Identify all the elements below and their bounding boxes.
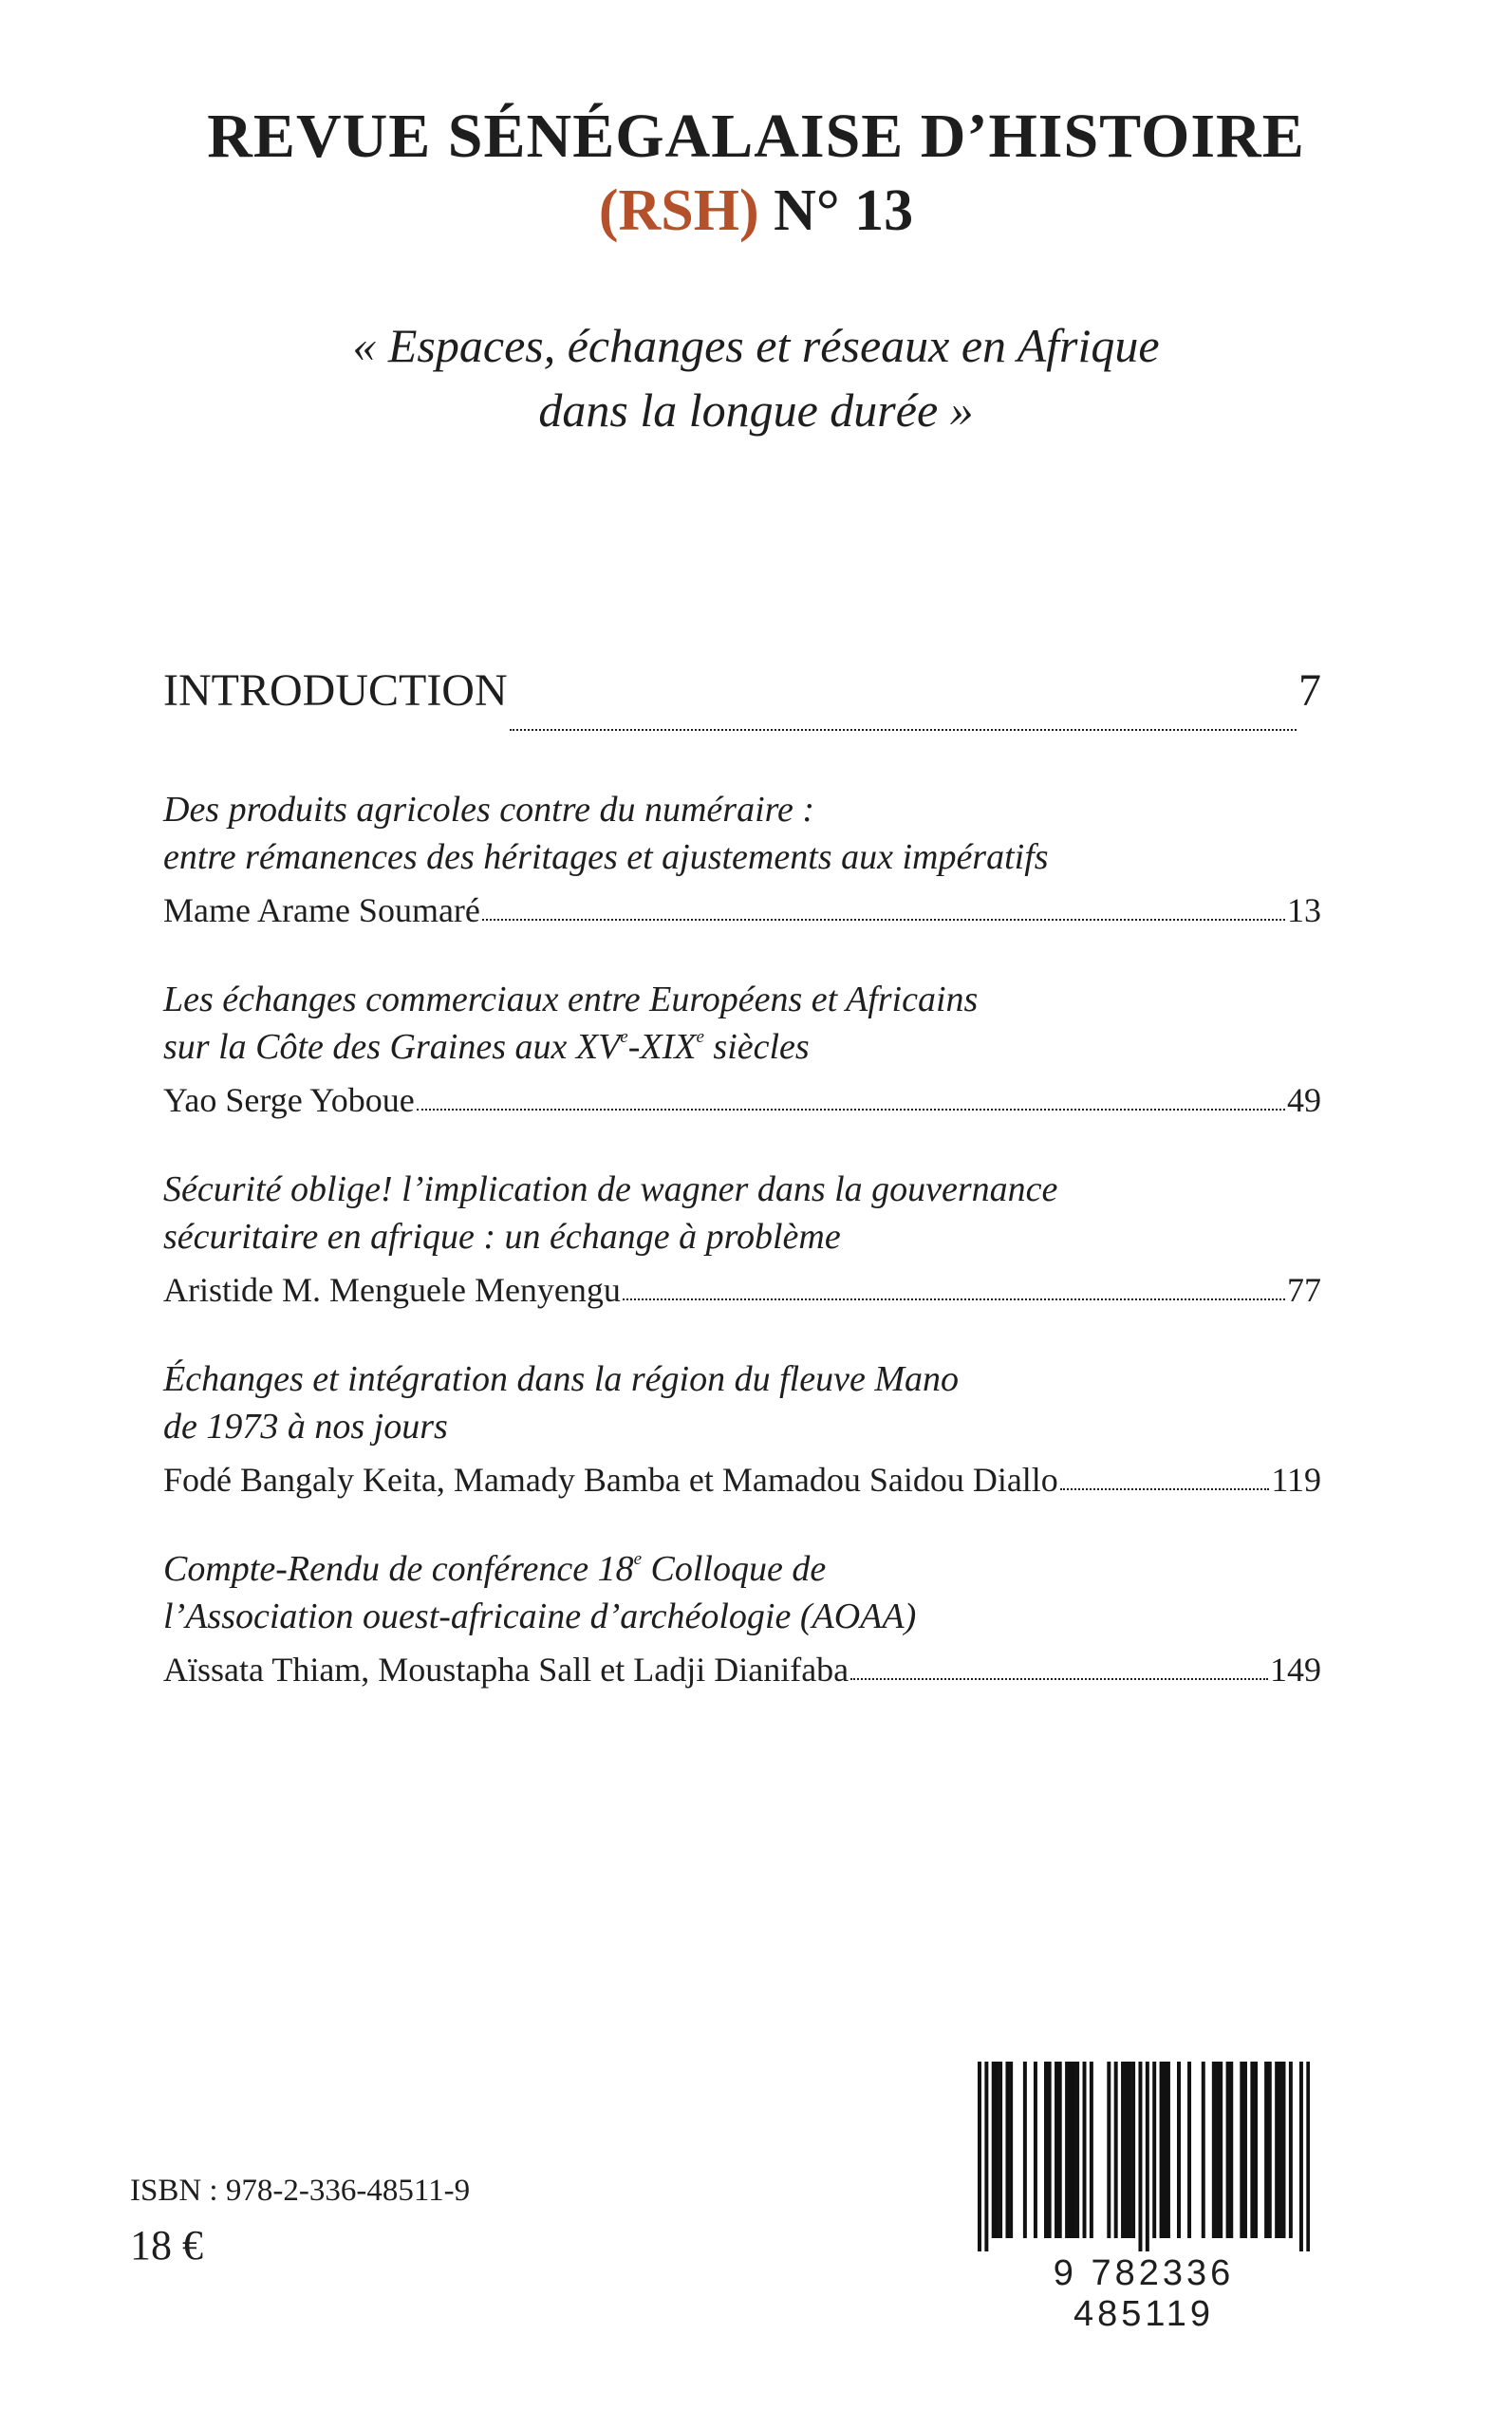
journal-abbrev: (RSH) <box>598 178 759 243</box>
entry-author: Fodé Bangaly Keita, Mamady Bamba et Mamadou Saidou Diallo <box>163 1461 1058 1499</box>
barcode-bar <box>1268 2062 1272 2238</box>
barcode-bar <box>1044 2062 1048 2238</box>
barcode-bar <box>984 2062 988 2251</box>
toc-entry <box>163 1545 1321 1690</box>
intro-label: INTRODUCTION <box>163 665 508 716</box>
entry-author: Mame Arame Soumaré <box>163 891 480 929</box>
barcode-bar <box>1055 2062 1058 2238</box>
issue-line <box>0 175 1512 247</box>
barcode-bar <box>1075 2062 1079 2238</box>
entry-title-line: Les échanges commerciaux entre Européens et Africains <box>163 980 979 1019</box>
entry-author-row <box>163 1650 1321 1690</box>
journal-title: REVUE SÉNÉGALAISE D’HISTOIRE <box>207 102 1305 171</box>
barcode-bar <box>1264 2062 1268 2238</box>
barcode-bar <box>1034 2062 1037 2238</box>
issue-number: N° 13 <box>774 178 914 243</box>
entry-title-line: de 1973 à nos jours <box>163 1407 448 1447</box>
barcode-bar <box>1279 2062 1282 2238</box>
barcode-bar <box>995 2062 999 2238</box>
barcode-bars <box>978 2062 1310 2251</box>
barcode-bar <box>1138 2062 1142 2251</box>
entry-page: 49 <box>1287 1081 1321 1119</box>
issue-theme <box>0 313 1512 442</box>
intro-page: 7 <box>1298 665 1321 716</box>
barcode-bar <box>1219 2062 1223 2238</box>
theme-line-2: dans la longue durée » <box>538 383 974 437</box>
barcode-bar <box>1065 2062 1069 2238</box>
entry-title-line: l’Association ouest-africaine d’archéologie (AOAA) <box>163 1597 917 1636</box>
entry-author: Yao Serge Yoboue <box>163 1081 415 1119</box>
barcode-bar <box>1069 2062 1073 2238</box>
entry-title-line: Des produits agricoles contre du numéraire : <box>163 790 815 830</box>
entry-title-line: entre rémanences des héritages et ajustements aux impératifs <box>163 837 1049 877</box>
barcode-bar <box>1282 2062 1286 2238</box>
barcode-bar <box>1216 2062 1220 2238</box>
barcode-bar <box>1125 2062 1129 2238</box>
barcode-bar <box>1107 2062 1111 2238</box>
barcode <box>978 2062 1310 2334</box>
entry-author: Aristide M. Menguele Menyengu <box>163 1271 621 1309</box>
barcode-bar <box>1306 2062 1310 2251</box>
barcode-bar <box>1048 2062 1052 2238</box>
barcode-bar <box>1146 2062 1149 2251</box>
entry-page: 149 <box>1270 1651 1321 1689</box>
barcode-bar <box>1009 2062 1013 2238</box>
barcode-bar <box>992 2062 996 2238</box>
barcode-bar <box>1243 2062 1247 2238</box>
entry-page: 13 <box>1287 891 1321 929</box>
barcode-bar <box>1299 2062 1303 2251</box>
barcode-bar <box>1005 2062 1009 2238</box>
entry-title-line: sur la Côte des Graines aux XVe-XIXe siècles <box>163 1026 810 1067</box>
entry-title-line: Compte-Rendu de conférence 18e Colloque de <box>163 1548 827 1589</box>
price: 18 € <box>130 2222 203 2269</box>
entry-title-line: Sécurité oblige! l’implication de wagner dans la gouvernance <box>163 1169 1058 1209</box>
barcode-bar <box>1058 2062 1062 2238</box>
toc-introduction <box>163 664 1321 740</box>
entry-author-row <box>163 1460 1321 1500</box>
dot-leader <box>510 729 1297 731</box>
barcode-bar <box>1254 2062 1258 2238</box>
table-of-contents <box>163 664 1321 1690</box>
entry-title-line: sécuritaire en afrique : un échange à problème <box>163 1217 841 1257</box>
toc-entry <box>163 786 1321 930</box>
entry-title-line: Échanges et intégration dans la région du fleuve Mano <box>163 1359 959 1399</box>
barcode-bar <box>1160 2062 1164 2238</box>
barcode-bar <box>999 2062 1002 2238</box>
entry-author: Aïssata Thiam, Moustapha Sall et Ladji Dianifaba <box>163 1651 849 1689</box>
toc-entry <box>163 1355 1321 1500</box>
entry-page: 77 <box>1287 1271 1321 1309</box>
entry-author-row <box>163 1270 1321 1310</box>
barcode-bar <box>1128 2062 1131 2238</box>
barcode-bar <box>1167 2062 1170 2238</box>
barcode-bar <box>1090 2062 1093 2238</box>
barcode-bar <box>1187 2062 1191 2238</box>
dot-leader <box>850 1678 1268 1680</box>
dot-leader <box>623 1298 1285 1300</box>
barcode-bar <box>1163 2062 1167 2238</box>
barcode-bar <box>1083 2062 1087 2238</box>
barcode-bar <box>1023 2062 1027 2238</box>
barcode-bar <box>978 2062 981 2251</box>
toc-entry <box>163 976 1321 1120</box>
entry-page: 119 <box>1271 1461 1321 1499</box>
barcode-bar <box>1250 2062 1254 2238</box>
entry-author-row <box>163 1080 1321 1120</box>
entry-author-row <box>163 890 1321 930</box>
barcode-bar <box>1202 2062 1205 2238</box>
barcode-digits: 9 782336 485119 <box>1053 2253 1235 2334</box>
barcode-bar <box>1212 2062 1216 2238</box>
barcode-bar <box>1152 2062 1156 2238</box>
barcode-bar <box>1289 2062 1293 2238</box>
barcode-bar <box>1226 2062 1230 2238</box>
barcode-bar <box>1229 2062 1233 2238</box>
isbn: ISBN : 978-2-336-48511-9 <box>130 2174 471 2208</box>
barcode-bar <box>1275 2062 1279 2238</box>
barcode-bar <box>1240 2062 1243 2238</box>
toc-entry <box>163 1166 1321 1310</box>
dot-leader <box>1060 1488 1270 1490</box>
barcode-bar <box>1114 2062 1118 2238</box>
dot-leader <box>482 919 1285 921</box>
theme-line-1: « Espaces, échanges et réseaux en Afrique <box>352 319 1160 372</box>
dot-leader <box>417 1109 1285 1111</box>
barcode-bar <box>1177 2062 1181 2238</box>
barcode-bar <box>1072 2062 1075 2238</box>
barcode-bar <box>1121 2062 1125 2238</box>
barcode-bar <box>1131 2062 1135 2238</box>
